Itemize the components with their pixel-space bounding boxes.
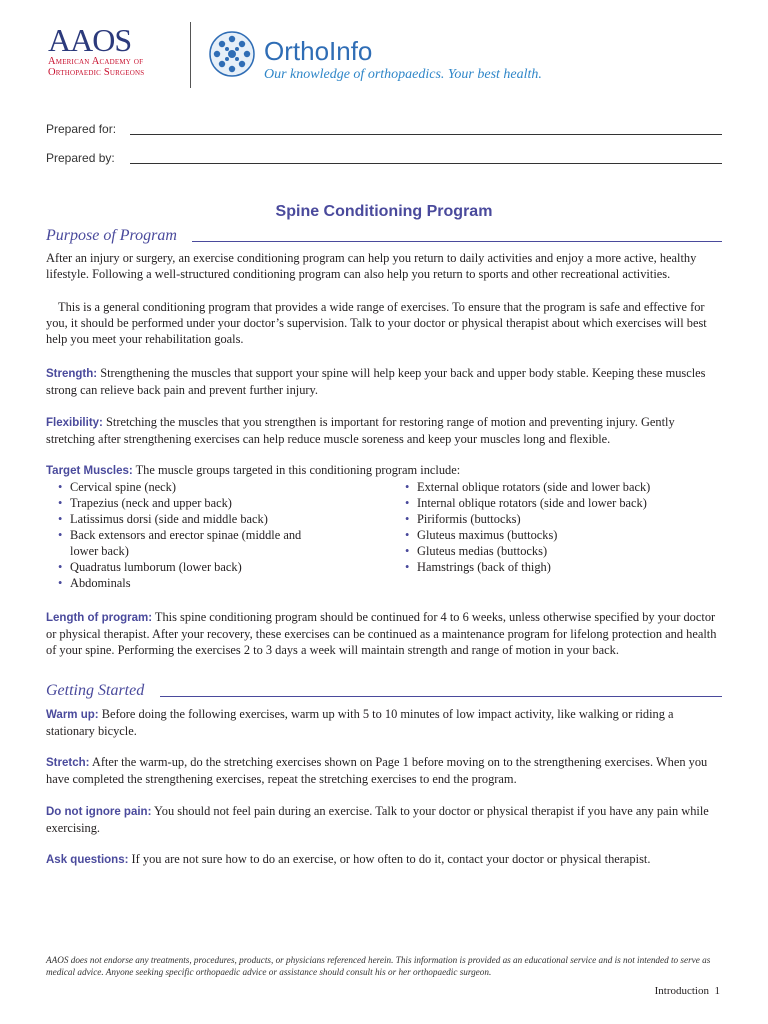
bullet-icon: • — [58, 560, 63, 574]
prepared-for-label: Prepared for: — [46, 122, 117, 136]
page-footer — [655, 985, 720, 997]
target-muscles-paragraph — [46, 462, 722, 479]
list-item: • Abdominals — [58, 576, 131, 590]
bullet-icon: • — [405, 512, 410, 526]
purpose-heading-text: Purpose of Program — [46, 227, 177, 244]
target-muscles-label: Target Muscles: — [46, 465, 133, 477]
length-label: Length of program: — [46, 612, 153, 624]
aaos-name-line1: American Academy of — [48, 56, 144, 67]
list-item: • Internal oblique rotators (side and lower back) — [405, 496, 647, 510]
orthoinfo-globe-icon — [208, 30, 256, 78]
aaos-logo-block — [48, 22, 145, 78]
list-item: • Piriformis (buttocks) — [405, 512, 521, 526]
length-paragraph — [46, 609, 722, 658]
questions-paragraph — [46, 851, 722, 868]
questions-label: Ask questions: — [46, 854, 129, 866]
pain-text: You should not feel pain during an exercise. Talk to your doctor or physical therapist if you have any pain while exercising. — [46, 804, 709, 835]
list-item: • Cervical spine (neck) — [58, 480, 176, 494]
purpose-paragraph-2: This is a general conditioning program that provides a wide range of exercises. To ensure that the program is safe and effective for you, it should be performed under your doctor’s supervision. Talk to your doctor or physical therapist about which exercises will best help you meet your rehabilitation goals. — [46, 300, 707, 346]
getting-started-heading — [46, 682, 722, 700]
page-header — [0, 0, 768, 100]
bullet-icon: • — [58, 528, 63, 542]
length-text: This spine conditioning program should be continued for 4 to 6 weeks, unless otherwise specified by your doctor or physical therapist. After your recovery, these exercises can be continued as a maintenance program for lifelong protection and health of your spine. Performing the exercises 2 to 3 days a week will maintain strength and range of motion in your back. — [46, 610, 717, 657]
orthoinfo-title: OrthoInfo — [264, 36, 373, 66]
prepared-for-row — [46, 122, 722, 140]
strength-text: Strengthening the muscles that support your spine will help keep your back and upper body stable. Keeping these muscles strong can relieve back pain and prevent further injury. — [46, 366, 706, 397]
stretch-paragraph — [46, 754, 722, 787]
flexibility-label: Flexibility: — [46, 417, 103, 429]
muscle-list-right — [403, 479, 723, 575]
prepared-by-label: Prepared by: — [46, 151, 115, 165]
bullet-icon: • — [405, 496, 410, 510]
flexibility-text: Stretching the muscles that you strengthen is important for restoring range of motion and preventing injury. Gently stretching after strengthening exercises can help reduce muscle soreness and keep your muscles long and flexible. — [46, 415, 675, 446]
page-section-label: Introduction — [654, 985, 709, 997]
list-item: • Back extensors and erector spinae (middle and lower back) — [58, 528, 302, 558]
target-muscles-text: The muscle groups targeted in this conditioning program include: — [135, 463, 461, 477]
bullet-icon: • — [405, 544, 410, 558]
prepared-by-line[interactable] — [130, 163, 722, 164]
bullet-icon: • — [405, 480, 410, 494]
list-item: • Hamstrings (back of thigh) — [405, 560, 551, 574]
purpose-heading-rule — [192, 241, 722, 242]
list-item: • Gluteus medias (buttocks) — [405, 544, 548, 558]
warmup-label: Warm up: — [46, 709, 99, 721]
prepared-by-row — [46, 151, 722, 169]
strength-label: Strength: — [46, 368, 98, 380]
stretch-label: Stretch: — [46, 757, 90, 769]
getting-started-heading-rule — [160, 696, 722, 697]
bullet-icon: • — [58, 496, 63, 510]
stretch-text: After the warm-up, do the stretching exercises shown on Page 1 before moving on to the strengthening exercises. When you have completed the strengthening exercises, repeat the stretching exercises to end the program. — [46, 755, 708, 786]
page-number: 1 — [714, 985, 720, 997]
bullet-icon: • — [58, 576, 63, 590]
pain-paragraph — [46, 803, 722, 836]
bullet-icon: • — [58, 512, 63, 526]
bullet-icon: • — [58, 480, 63, 494]
flexibility-paragraph — [46, 414, 722, 447]
warmup-text: Before doing the following exercises, warm up with 5 to 10 minutes of low impact activity, like walking or riding a stationary bicycle. — [46, 707, 674, 738]
header-divider — [190, 22, 191, 88]
purpose-paragraph-1: After an injury or surgery, an exercise conditioning program can help you return to daily activities and enjoy a more active, healthy lifestyle. Following a well-structured conditioning program can also help you return to sports and other recreational activities. — [46, 251, 697, 281]
bullet-icon: • — [405, 528, 410, 542]
purpose-heading — [46, 227, 722, 245]
aaos-name-line2: Orthopaedic Surgeons — [48, 67, 145, 78]
questions-text: If you are not sure how to do an exercise, or how often to do it, contact your doctor or physical therapist. — [131, 852, 651, 866]
disclaimer: AAOS does not endorse any treatments, procedures, products, or physicians referenced herein. This information is provided as an educational service and is not intended to serve as medical advice. Anyone seeking specific orthopaedic advice or assistance should consult his or her orthopaedic surgeon. — [46, 955, 711, 977]
muscle-list-left — [56, 479, 306, 591]
prepared-for-line[interactable] — [130, 134, 722, 135]
bullet-icon: • — [405, 560, 410, 574]
page-title: Spine Conditioning Program — [275, 203, 493, 220]
list-item: • External oblique rotators (side and lower back) — [405, 480, 651, 494]
strength-paragraph — [46, 365, 722, 398]
list-item: • Latissimus dorsi (side and middle back) — [58, 512, 268, 526]
aaos-logo: AAOS — [48, 22, 132, 58]
warmup-paragraph — [46, 706, 722, 739]
list-item: • Trapezius (neck and upper back) — [58, 496, 232, 510]
orthoinfo-tagline: Our knowledge of orthopaedics. Your best health. — [264, 67, 542, 82]
list-item: • Gluteus maximus (buttocks) — [405, 528, 558, 542]
pain-label: Do not ignore pain: — [46, 806, 152, 818]
list-item: • Quadratus lumborum (lower back) — [58, 560, 242, 574]
getting-started-heading-text: Getting Started — [46, 682, 145, 699]
